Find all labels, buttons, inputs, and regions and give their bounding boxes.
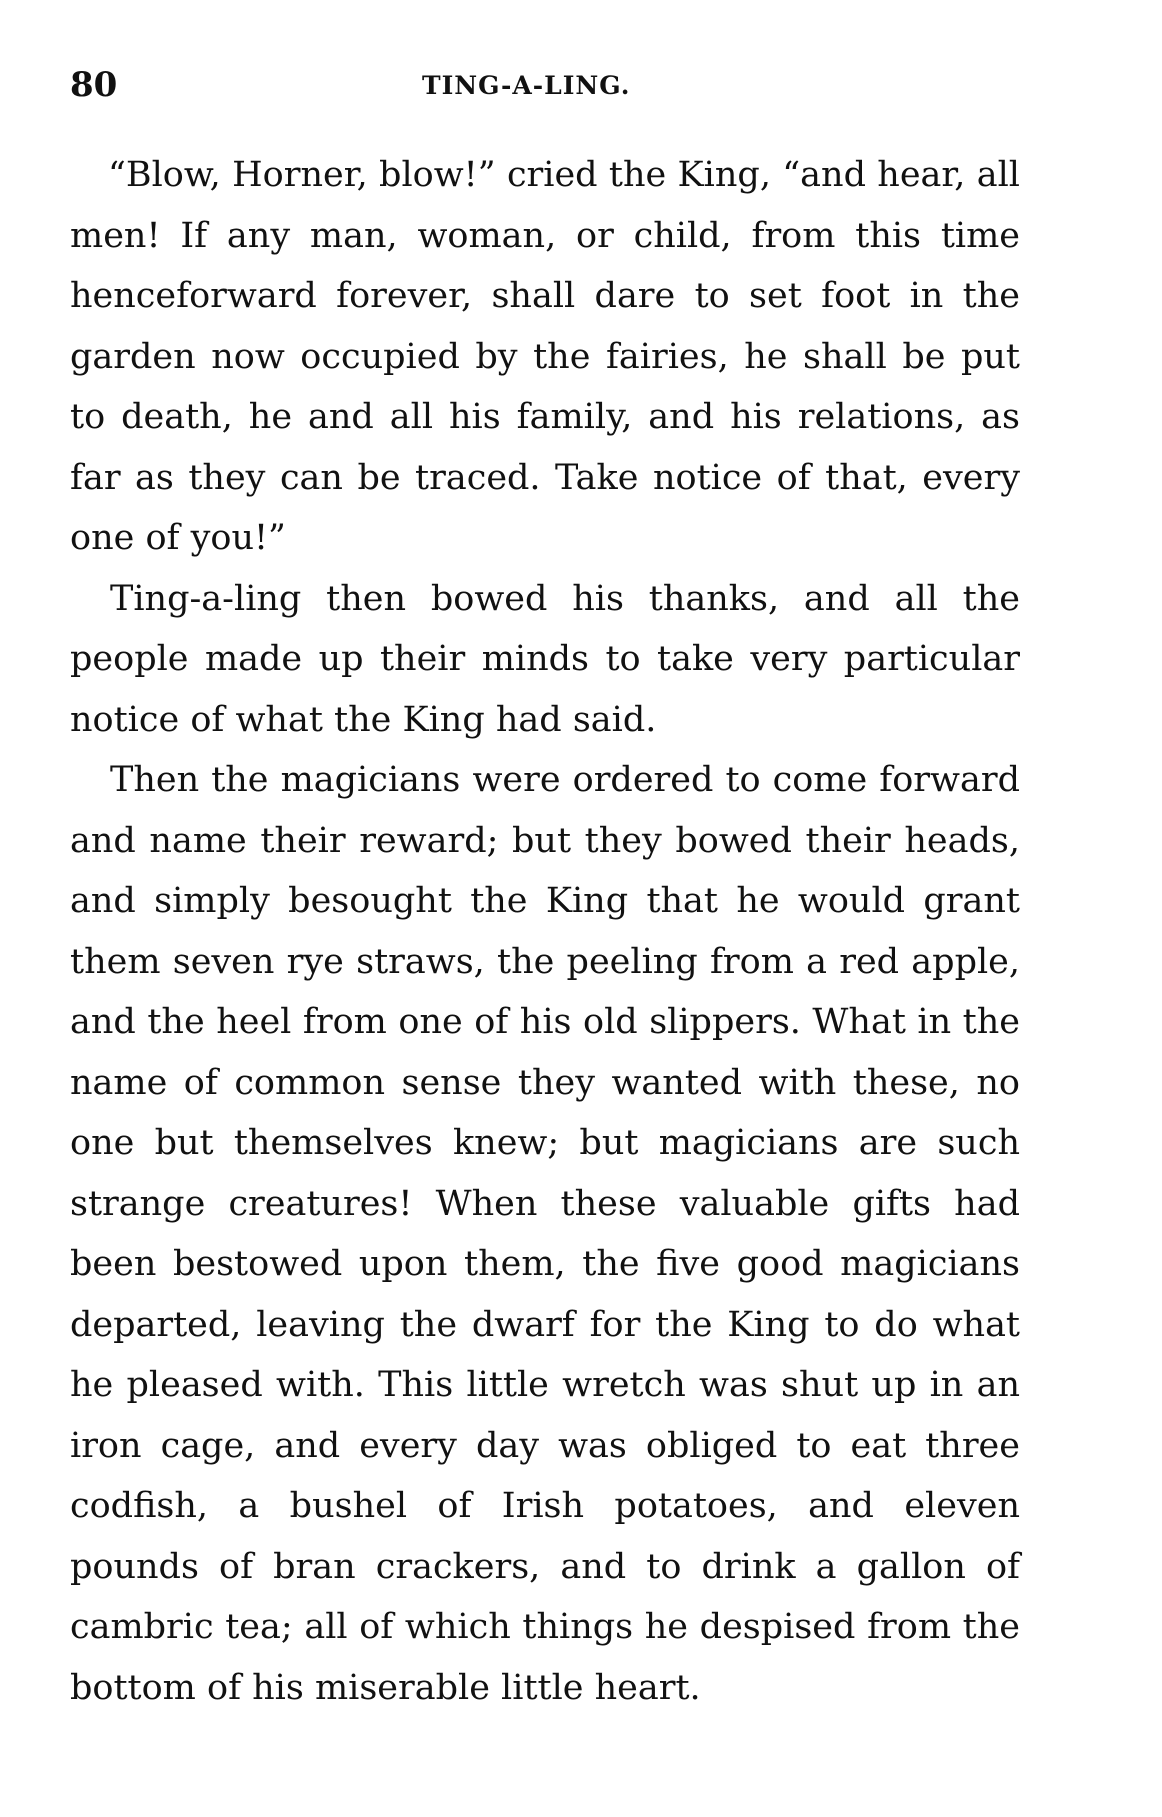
- body-text: [70, 145, 1020, 1718]
- paragraph-2: Ting-a-ling then bowed his thanks, and all the people made up their minds to take very particular notice of what the King had said.: [70, 578, 1020, 740]
- paragraph-1: “Blow, Horner, blow!” cried the King, “and hear, all men! If any man, woman, or child, from this time henceforward forever, shall dare to set foot in the garden now occupied by the fairies, he shall be put to death, he and all his family, and his relations, as far as they can be traced. Take notice of that, every one of you!”: [70, 155, 1020, 558]
- running-head: [70, 60, 1030, 110]
- page-number: 80: [70, 65, 118, 105]
- running-title: TING-A-LING.: [422, 71, 631, 100]
- paragraph-3: Then the magicians were ordered to come forward and name their reward; but they bowed their heads, and simply besought the King that he would grant them seven rye straws, the peeling from a red apple, and the heel from one of his old slippers. What in the name of common sense they wanted with these, no one but themselves knew; but magicians are such strange creatures! When these valuable gifts had been bestowed upon them, the five good magicians departed, leaving the dwarf for the King to do what he pleased with. This little wretch was shut up in an iron cage, and every day was obliged to eat three codfish, a bushel of Irish potatoes, and eleven pounds of bran crackers, and to drink a gallon of cambric tea; all of which things he despised from the bottom of his miserable little heart.: [70, 760, 1020, 1708]
